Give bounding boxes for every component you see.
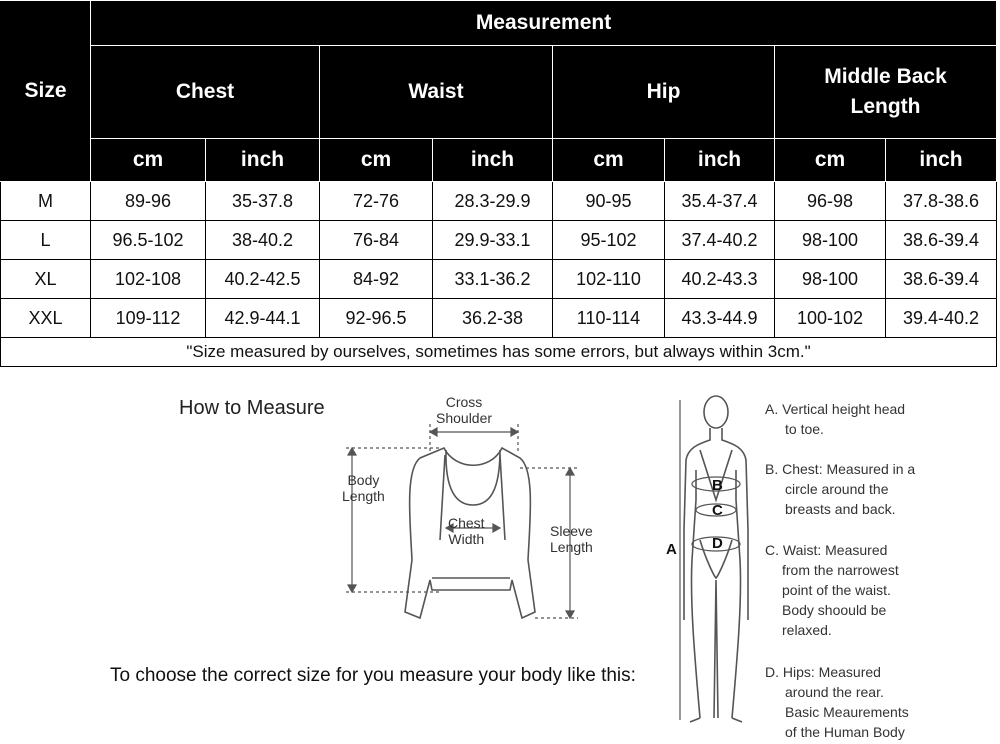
unit-header: cm [320,139,433,182]
size-cell: M [1,182,91,221]
label-line: Length [550,539,593,555]
value-cell: 84-92 [320,260,433,299]
chest-header: Chest [91,46,320,139]
sleeve-length-label [550,523,593,555]
label-line: Cross [445,394,483,410]
legend-line: A. Vertical height head [765,401,906,417]
value-cell: 38-40.2 [206,221,320,260]
unit-header: cm [775,139,886,182]
value-cell: 90-95 [553,182,665,221]
value-cell: 89-96 [91,182,206,221]
legend-line: of the Human Body [785,724,905,740]
cross-shoulder-label [436,394,492,426]
label-line: Length [342,488,385,504]
value-cell: 42.9-44.1 [206,299,320,338]
value-cell: 92-96.5 [320,299,433,338]
legend-line: circle around the [785,481,889,497]
label-line: Shoulder [436,410,493,426]
value-cell: 102-110 [553,260,665,299]
value-cell: 96-98 [775,182,886,221]
legend-d [765,662,909,742]
value-cell: 72-76 [320,182,433,221]
unit-header: inch [886,139,997,182]
value-cell: 109-112 [91,299,206,338]
value-cell: 35-37.8 [206,182,320,221]
legend-line: Body shoould be [782,602,887,618]
legend-line: C. Waist: Measured [765,542,888,558]
value-cell: 33.1-36.2 [433,260,553,299]
value-cell: 38.6-39.4 [886,260,997,299]
value-cell: 102-108 [91,260,206,299]
waist-header: Waist [320,46,553,139]
size-note: "Size measured by ourselves, sometimes has some errors, but always within 3cm." [1,338,997,367]
legend-line: B. Chest: Measured in a [765,461,916,477]
size-cell: L [1,221,91,260]
unit-header: inch [665,139,775,182]
value-cell: 28.3-29.9 [433,182,553,221]
figure-letter-a: A [666,541,677,558]
figure-letter-d: D [712,535,723,552]
label-line: Sleeve [550,523,593,539]
value-cell: 43.3-44.9 [665,299,775,338]
back-length-header: Middle Back Length [775,46,997,139]
value-cell: 40.2-42.5 [206,260,320,299]
value-cell: 76-84 [320,221,433,260]
value-cell: 36.2-38 [433,299,553,338]
value-cell: 38.6-39.4 [886,221,997,260]
value-cell: 110-114 [553,299,665,338]
value-cell: 98-100 [775,221,886,260]
value-cell: 29.9-33.1 [433,221,553,260]
hip-header: Hip [553,46,775,139]
value-cell: 39.4-40.2 [886,299,997,338]
label-line: Chest [448,515,485,531]
value-cell: 96.5-102 [91,221,206,260]
value-cell: 95-102 [553,221,665,260]
size-header: Size [1,1,91,182]
figure-letter-c: C [712,502,723,519]
value-cell: 100-102 [775,299,886,338]
size-cell: XXL [1,299,91,338]
size-cell: XL [1,260,91,299]
value-cell: 37.4-40.2 [665,221,775,260]
unit-header: cm [553,139,665,182]
legend-line: D. Hips: Measured [765,664,881,680]
legend-a [765,399,905,439]
legend-line: point of the waist. [782,582,891,598]
legend-line: around the rear. [785,684,884,700]
legend-b [765,459,915,519]
legend-line: Basic Meaurements [785,704,909,720]
unit-header: inch [206,139,320,182]
legend-line: from the narrowest [782,562,899,578]
legend-c [765,540,899,640]
value-cell: 35.4-37.4 [665,182,775,221]
how-to-measure-title: How to Measure [179,397,325,419]
legend-line: to toe. [785,421,824,437]
unit-header: inch [433,139,553,182]
legend-line: relaxed. [782,622,832,638]
value-cell: 37.8-38.6 [886,182,997,221]
figure-letter-b: B [712,477,723,494]
chest-width-label [448,515,485,547]
legend-line: breasts and back. [785,501,896,517]
body-measure-lines [680,400,740,720]
value-cell: 40.2-43.3 [665,260,775,299]
label-line: Width [448,531,485,547]
body-figure [684,396,748,722]
unit-header: cm [91,139,206,182]
body-length-label [342,472,385,504]
measurement-header: Measurement [91,1,997,46]
choose-size-instruction: To choose the correct size for you measure your body like this: [110,665,636,686]
value-cell: 98-100 [775,260,886,299]
label-line: Body [347,472,380,488]
